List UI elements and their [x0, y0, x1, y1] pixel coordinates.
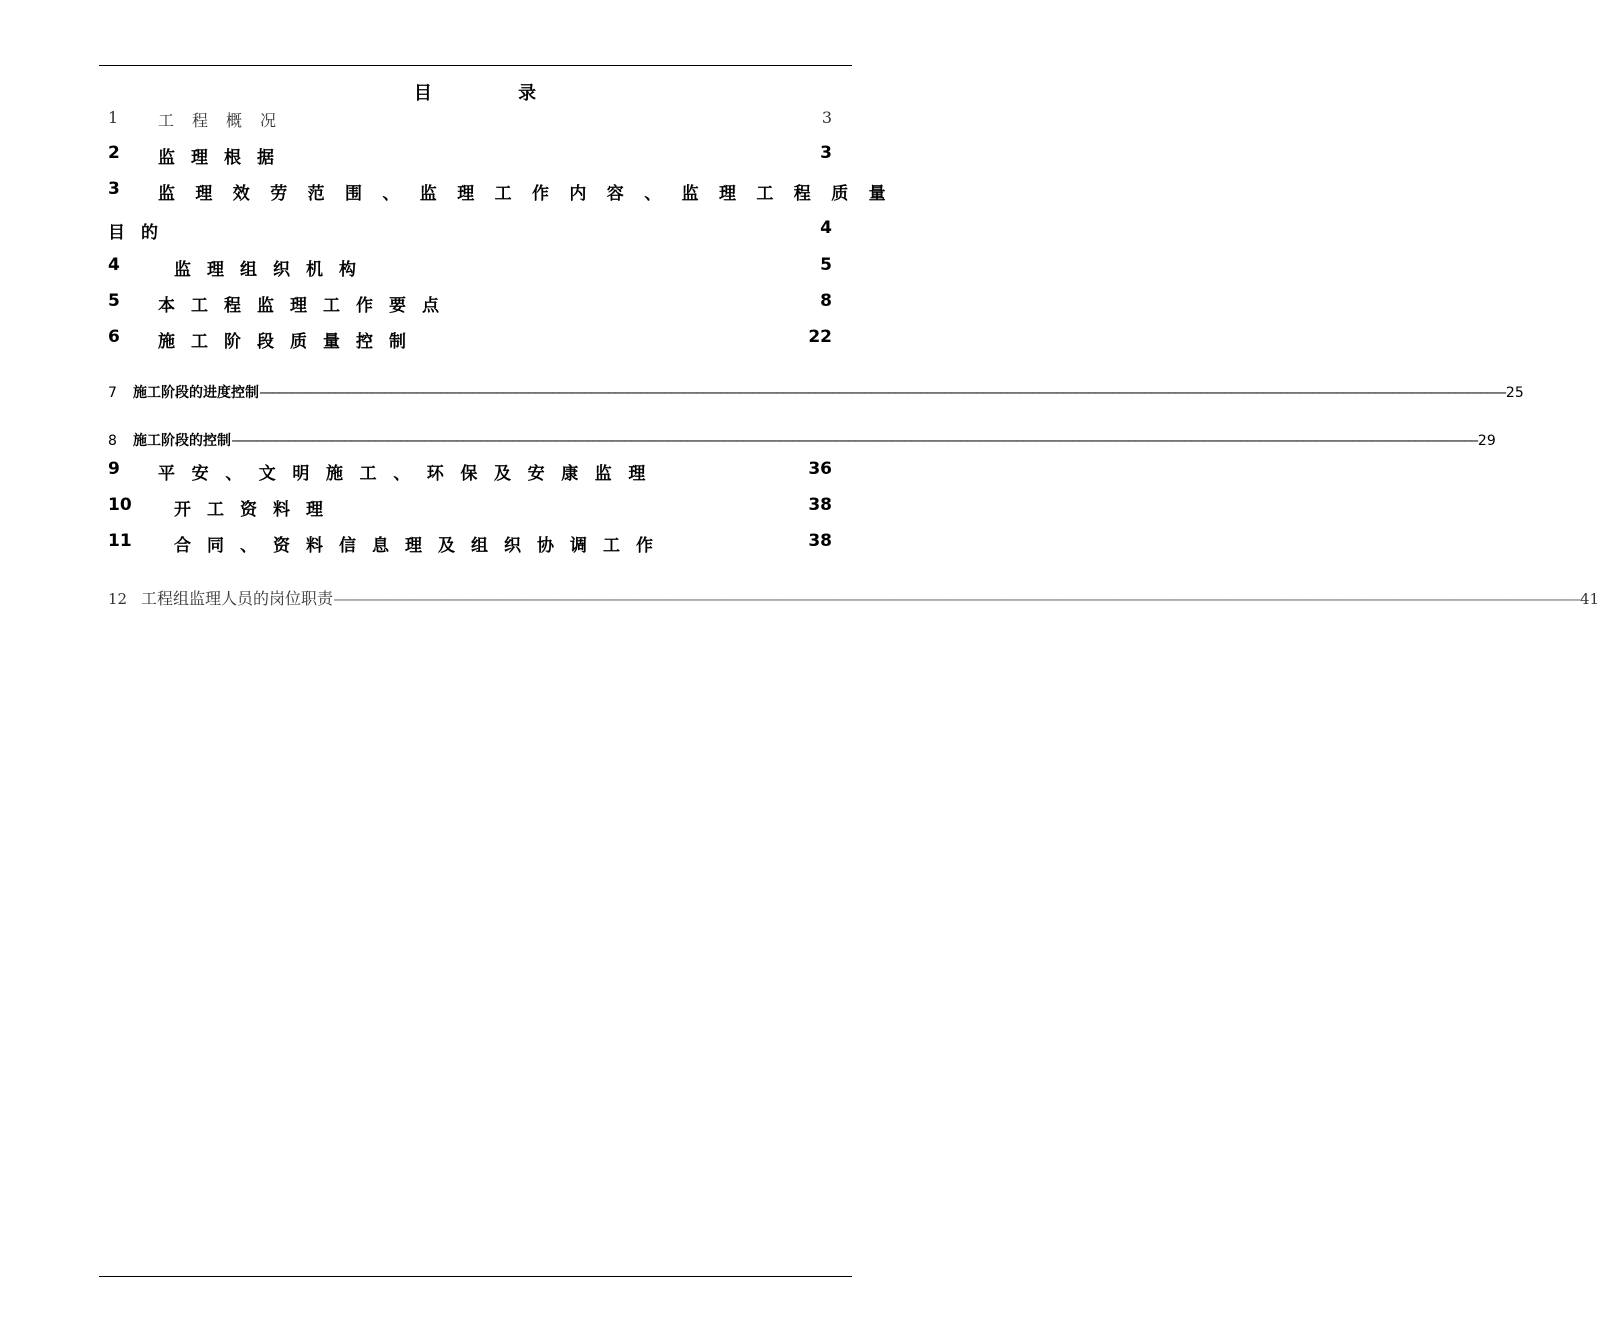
- toc-entry-number: 9: [108, 459, 120, 479]
- toc-entry-page: 41: [1579, 590, 1599, 608]
- toc-entry-text: 施工阶段质量控制: [158, 332, 422, 352]
- toc-entry-number: 12: [108, 590, 128, 608]
- header-rule: [99, 65, 852, 66]
- toc-entry-page: 3: [820, 143, 832, 163]
- toc-entry-text: 目的: [108, 223, 174, 243]
- toc-entry-number: 4: [108, 255, 120, 275]
- toc-entry-number: 1: [108, 108, 119, 127]
- toc-entry-page: 29: [1477, 433, 1496, 449]
- toc-entry-number: 11: [108, 531, 132, 551]
- toc-entry-page: 5: [820, 255, 832, 275]
- toc-entry-text: 监理效劳范围、监理工作内容、监理工程质量: [158, 184, 906, 204]
- toc-leader-line: ────────────────────────────────────────────────────────────────────────────────────────────────────────────────────────────────────────────────────────────────────────────────────────────────────────: [334, 593, 1579, 607]
- toc-entry-page: 38: [808, 531, 832, 551]
- toc-entry-text: 本工程监理工作要点: [158, 296, 455, 316]
- toc-entry-page: 38: [808, 495, 832, 515]
- toc-title: 目 录: [413, 83, 577, 104]
- toc-entry-page: 3: [821, 108, 832, 127]
- toc-entry-page: 22: [808, 327, 832, 347]
- toc-entry-page: 4: [820, 218, 832, 238]
- toc-entry-text: 施工阶段的控制: [133, 433, 231, 449]
- toc-entry-page: 8: [820, 291, 832, 311]
- toc-entry-text: 监理根据: [158, 148, 290, 168]
- toc-entry-7[interactable]: [108, 382, 1524, 402]
- toc-entry-text: 开工资料理: [174, 500, 339, 520]
- toc-entry-text: 工程概况: [158, 111, 295, 130]
- toc-entry-text: 平安、文明施工、环保及安康监理: [158, 464, 662, 484]
- toc-entry-number: 3: [108, 179, 120, 199]
- toc-entry-12[interactable]: [108, 586, 1599, 609]
- toc-entry-text: 合同、资料信息理及组织协调工作: [174, 536, 669, 556]
- toc-entry-number: 7: [108, 385, 117, 401]
- toc-entry-page: 25: [1505, 385, 1524, 401]
- footer-rule: [99, 1276, 852, 1277]
- toc-entry-8[interactable]: [108, 430, 1496, 450]
- toc-entry-number: 5: [108, 291, 120, 311]
- toc-entry-number: 2: [108, 143, 120, 163]
- toc-entry-number: 10: [108, 495, 132, 515]
- toc-leader-line: ────────────────────────────────────────────────────────────────────────────────────────────────────────────────────────────────────────────────────────────────────────────────────────────────────────: [260, 386, 1505, 400]
- toc-entry-number: 6: [108, 327, 120, 347]
- toc-entry-page: 36: [808, 459, 832, 479]
- toc-entry-text: 工程组监理人员的岗位职责: [141, 589, 334, 608]
- toc-entry-text: 施工阶段的进度控制: [133, 385, 259, 401]
- toc-entry-text: 监理组织机构: [174, 260, 372, 280]
- toc-leader-line: ────────────────────────────────────────────────────────────────────────────────────────────────────────────────────────────────────────────────────────────────────────────────────────────────────────: [232, 434, 1477, 448]
- toc-entry-number: 8: [108, 433, 117, 449]
